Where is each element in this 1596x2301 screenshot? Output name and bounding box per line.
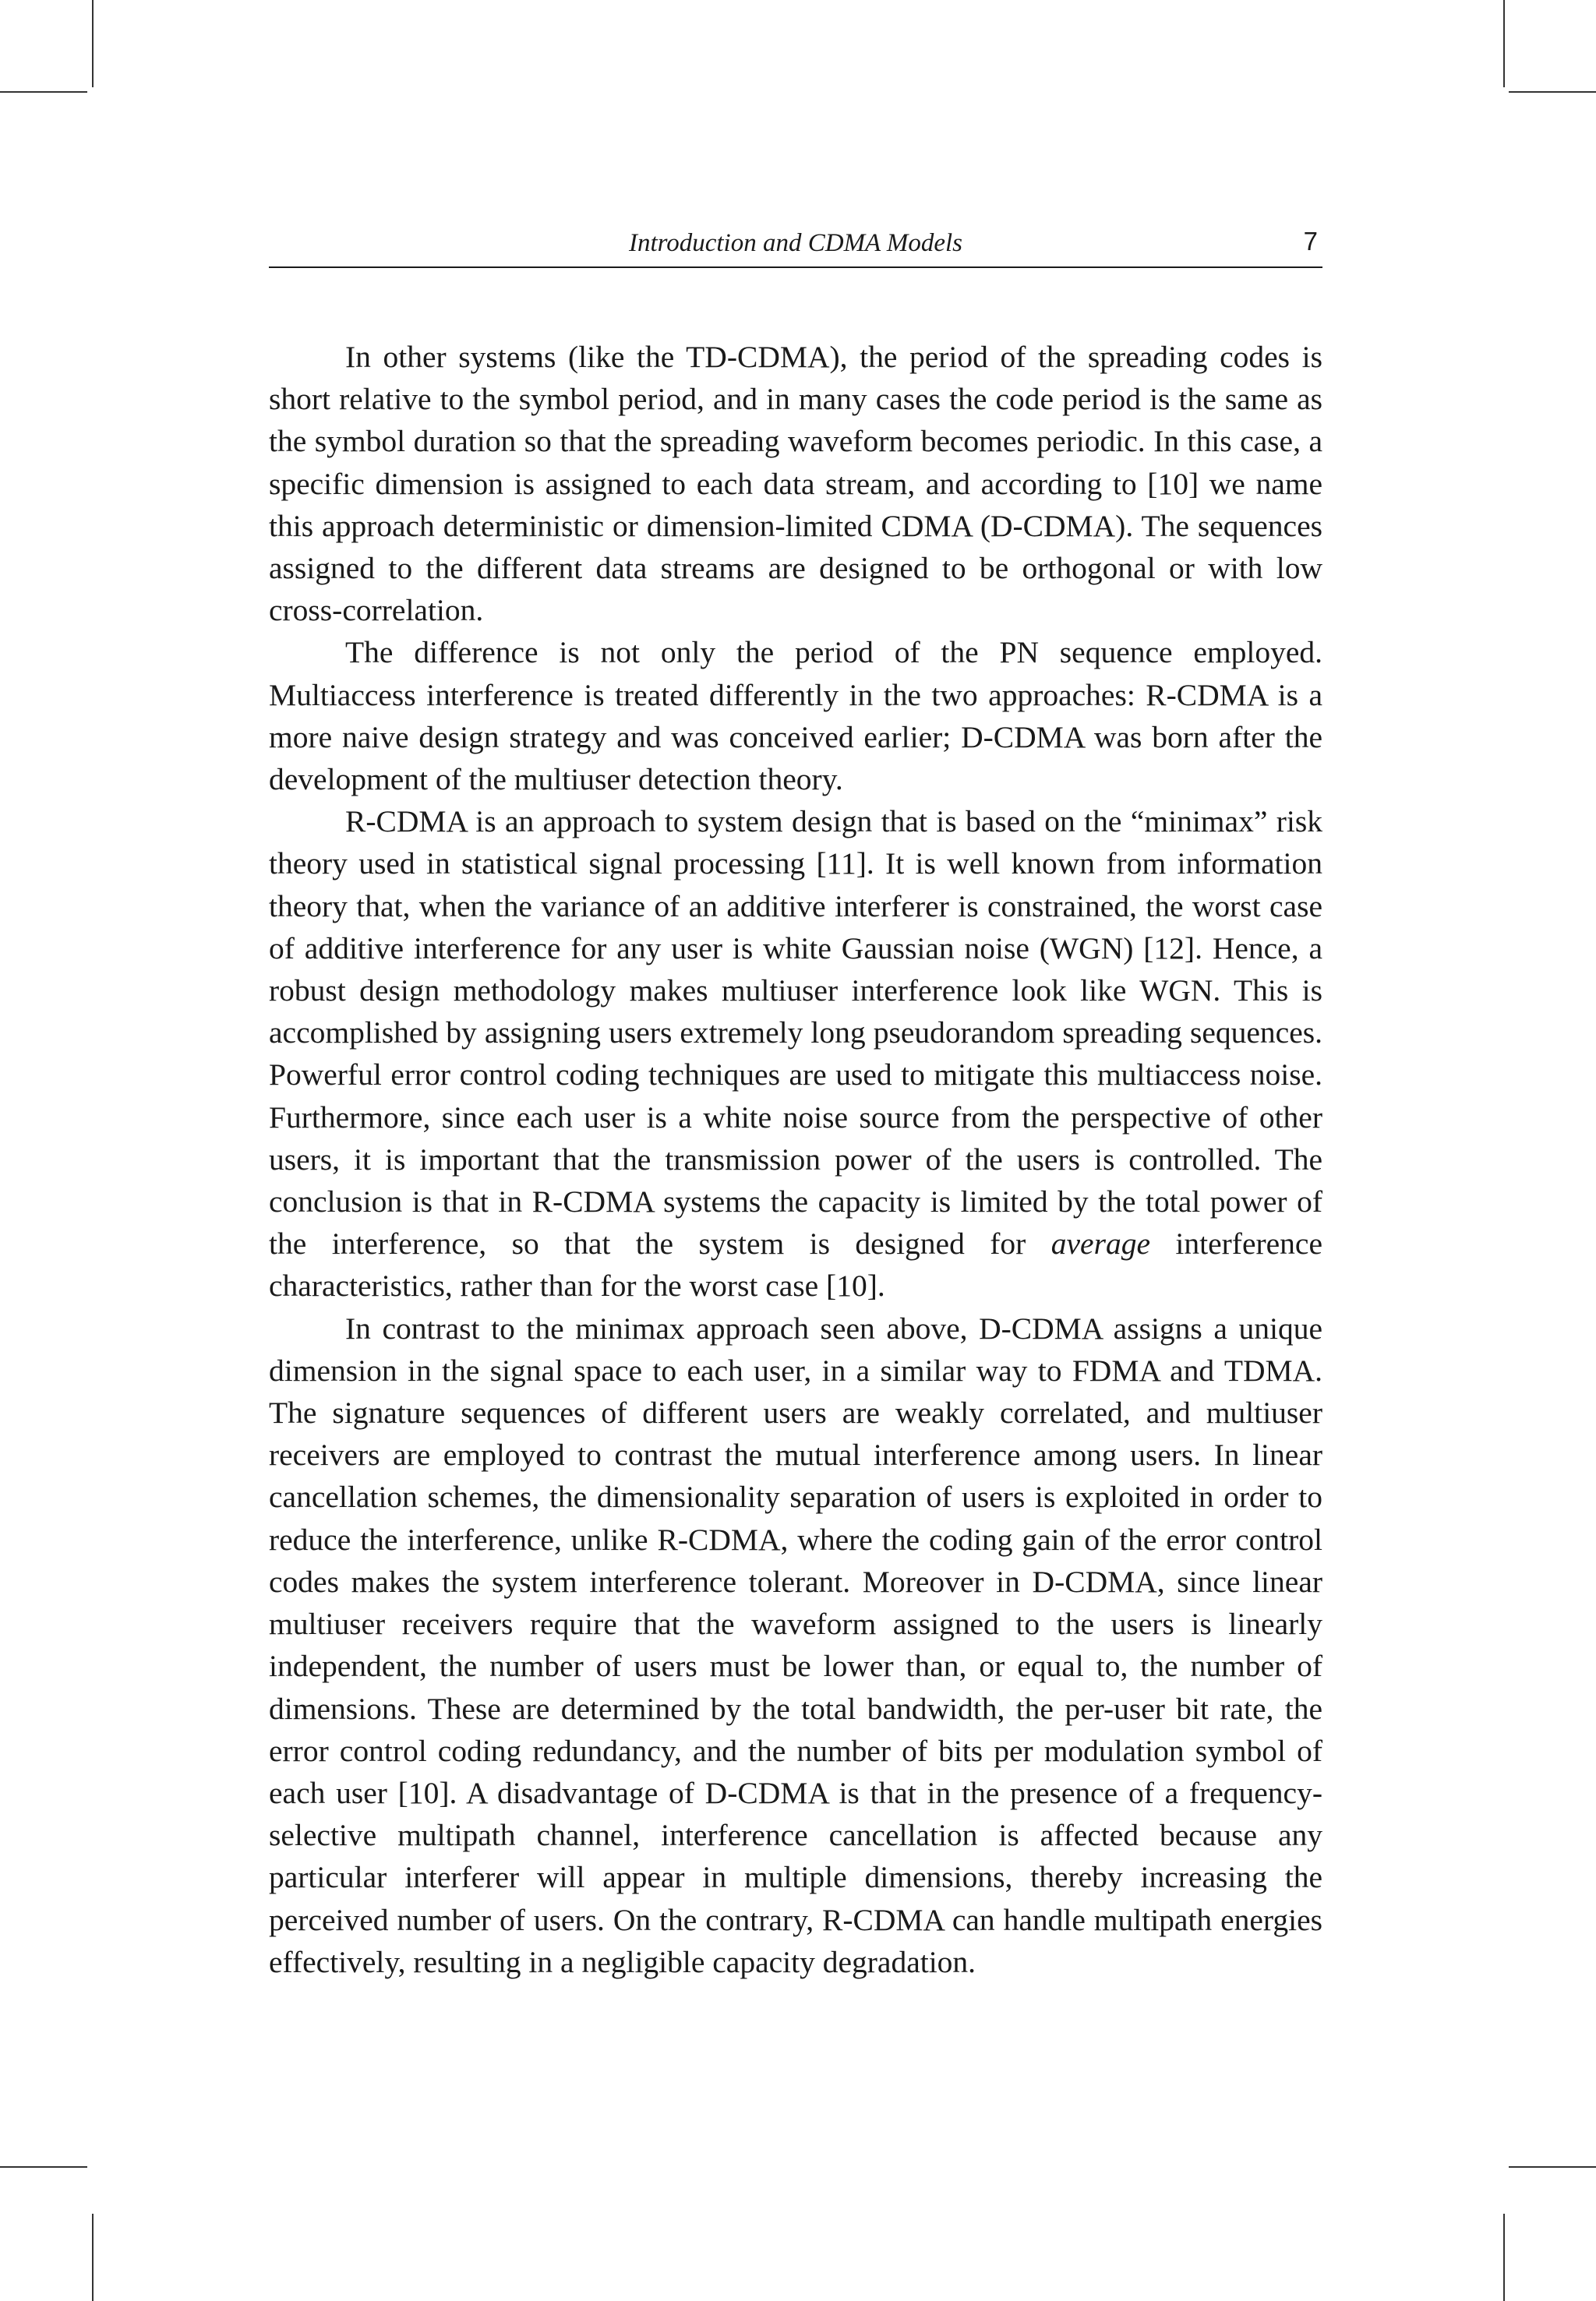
crop-mark-bottom-left-horizontal [0, 2166, 87, 2168]
emphasis-average: average [1050, 1226, 1150, 1262]
body-text [269, 336, 1322, 1983]
crop-mark-bottom-right-horizontal [1509, 2166, 1596, 2168]
running-header [269, 224, 1322, 268]
paragraph-3-text-after: interference characteristics, rather than for the worst case [10]. [269, 1226, 1322, 1304]
crop-mark-top-left-vertical [92, 0, 94, 87]
paragraph-1: In other systems (like the TD-CDMA), the period of the spreading codes is short relative to the symbol period, and in many cases the code period is the same as the symbol duration so that the spreading waveform becomes periodic. In this case, a specific dimension is assigned to each data stream, and according to [10] we name this approach deterministic or dimension-limited CDMA (D-CDMA). The sequences assigned to the different data streams are designed to be orthogonal or with low cross-correlation. [269, 340, 1322, 628]
paragraph-2: The difference is not only the period of the PN sequence employed. Multiaccess interference is treated differently in the two approaches: R-CDMA is a more naive design strategy and was conceived earlier; D-CDMA was born after the development of the multiuser detection theory. [269, 635, 1322, 797]
crop-mark-top-left-horizontal [0, 91, 87, 93]
crop-mark-top-right-horizontal [1509, 91, 1596, 93]
page-number: 7 [1303, 227, 1318, 256]
running-title: Introduction and CDMA Models [628, 229, 963, 257]
crop-mark-bottom-right-vertical [1503, 2214, 1505, 2301]
paragraph-3-text-before: R-CDMA is an approach to system design that is based on the “minimax” risk theory used in statistical signal processing [11]. It is well known from information theory that, when the variance of an additive interferer is constrained, the worst case of additive interference for any user is white Gaussian noise (WGN) [12]. Hence, a robust design methodology makes multiuser interference look like WGN. This is accomplished by assigning users extremely long pseudorandom spreading sequences. Powerful error control coding techniques are used to mitigate this multiaccess noise. Furthermore, since each user is a white noise source from the perspective of other users, it is important that the transmission power of the users is controlled. The conclusion is that in R-CDMA systems the capacity is limited by the total power of the interference, so that the system is designed for [269, 804, 1322, 1262]
crop-mark-bottom-left-vertical [92, 2214, 94, 2301]
paragraph-4: In contrast to the minimax approach seen above, D-CDMA assigns a unique dimension in the signal space to each user, in a similar way to FDMA and TDMA. The signature sequences of different users are weakly correlated, and multiuser receivers are employed to contrast the mutual interference among users. In linear cancellation schemes, the dimensionality separation of users is exploited in order to reduce the interference, unlike R-CDMA, where the coding gain of the error control codes makes the system interference tolerant. Moreover in D-CDMA, since linear multiuser receivers require that the waveform assigned to the users is linearly independent, the number of users must be lower than, or equal to, the number of dimensions. These are determined by the total bandwidth, the per-user bit rate, the error control coding redundancy, and the number of bits per modulation symbol of each user [10]. A disadvantage of D-CDMA is that in the presence of a frequency-selective multipath channel, interference cancellation is affected because any particular interferer will appear in multiple dimensions, thereby increasing the perceived number of users. On the contrary, R-CDMA can handle multipath energies effectively, resulting in a negligible capacity degradation. [269, 1311, 1322, 1979]
paragraph-3 [269, 800, 1322, 1307]
crop-mark-top-right-vertical [1503, 0, 1505, 87]
